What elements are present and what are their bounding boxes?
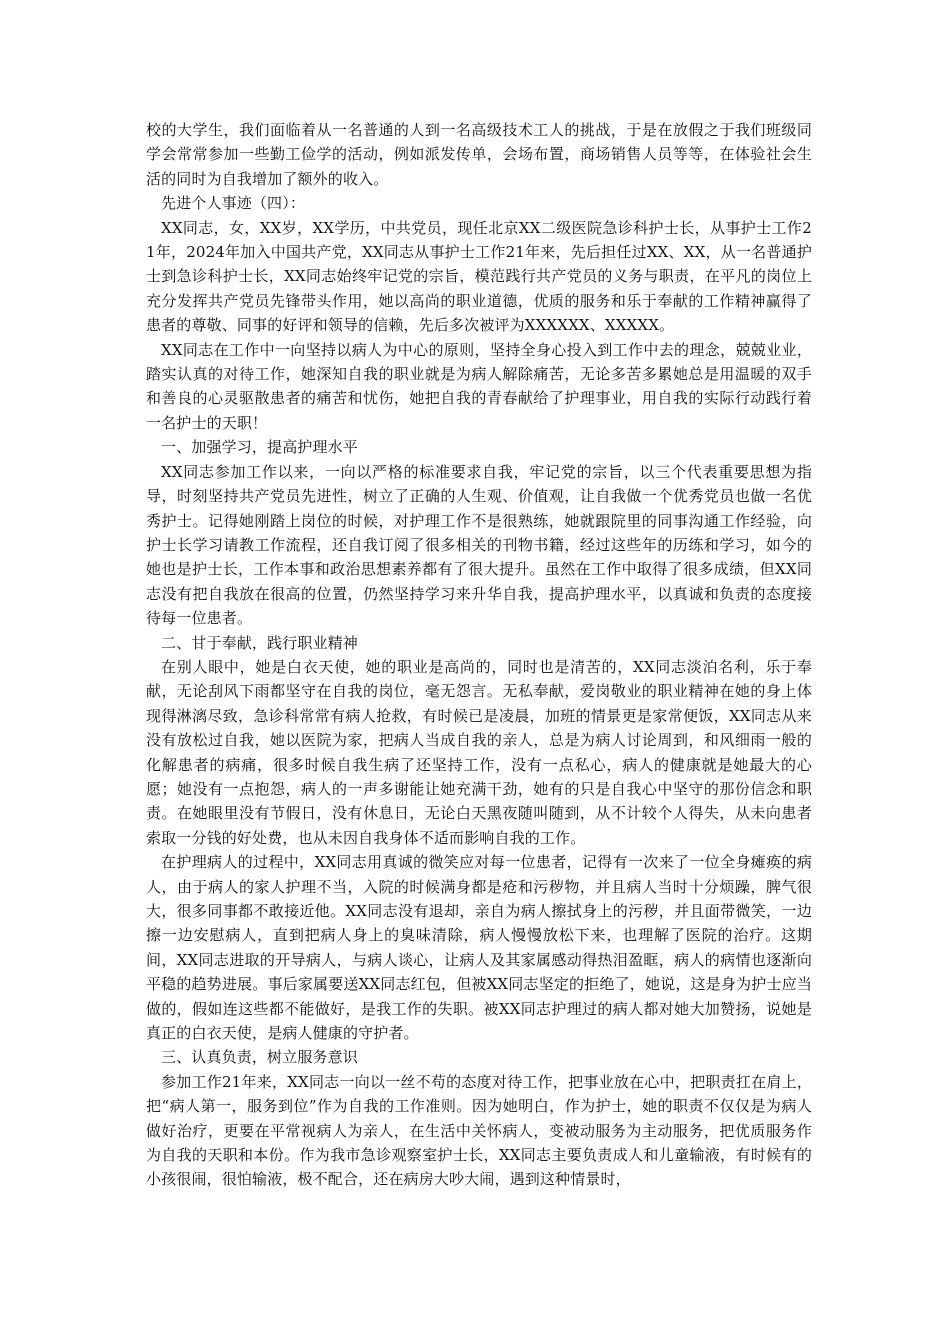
body-paragraph: 在别人眼中，她是白衣天使，她的职业是高尚的，同时也是清苦的，XX同志淡泊名利，乐于奉献，无论刮风下雨都坚守在自我的岗位，毫无怨言。无私奉献，爱岗敬业的职业精神在她的身上体现得淋漓尽致，急诊科常常有病人抢救，有时候已是凌晨，加班的情景更是家常便饭，XX同志从来没有放松过自我，她以医院为家，把病人当成自我的亲人，总是为病人讨论周到，和风细雨一般的化解患者的病痛，很多时候自我生病了还坚持工作，没有一点私心，病人的健康就是她最大的心愿；她没有一点抱怨，病人的一声多谢能让她充满干劲，她有的只是自我心中坚守的那份信念和职责。在她眼里没有节假日，没有休息日，无论白天黑夜随叫随到，从不计较个人得失，从未向患者索取一分钱的好处费，也从未因自我身体不适而影响自我的工作。 <box>146 657 812 847</box>
section-heading: 二、甘于奉献，践行职业精神 <box>161 633 358 652</box>
body-paragraph: 在护理病人的过程中，XX同志用真诚的微笑应对每一位患者，记得有一次来了一位全身瘫痪的病人，由于病人的家人护理不当，入院的时候满身都是疮和污秽物，并且病人当时十分烦躁，脾气很大，很多同事都不敢接近他。XX同志没有退却，亲自为病人擦拭身上的污秽，并且面带微笑，一边擦一边安慰病人，直到把病人身上的臭味清除，病人慢慢放松下来，也理解了医院的治疗。这期间，XX同志进取的开导病人，与病人谈心，让病人及其家属感动得热泪盈眶，病人的病情也逐渐向平稳的趋势进展。事后家属要送XX同志红包，但被XX同志坚定的拒绝了，她说，这是身为护士应当做的，假如连这些都不能做好，是我工作的失职。被XX同志护理过的病人都对她大加赞扬，说她是真正的白衣天使，是病人健康的守护者。 <box>146 853 812 1043</box>
document-page <box>146 118 812 1192</box>
body-paragraph: XX同志参加工作以来，一向以严格的标准要求自我，牢记党的宗旨，以三个代表重要思想为指导，时刻坚持共产党员先进性，树立了正确的人生观、价值观，让自我做一个优秀党员也做一名优秀护士。记得她刚踏上岗位的时候，对护理工作不是很熟练，她就跟院里的同事沟通工作经验，向护士长学习请教工作流程，还自我订阅了很多相关的刊物书籍，经过这些年的历练和学习，如今的她也是护士长，工作本事和政治思想素养都有了很大提升。虽然在工作中取得了很多成绩，但XX同志没有把自我放在很高的位置，仍然坚持学习来升华自我，提高护理水平，以真诚和负责的态度接待每一位患者。 <box>146 462 812 628</box>
section-heading: 三、认真负责，树立服务意识 <box>161 1048 358 1067</box>
body-paragraph: 参加工作21年来，XX同志一向以一丝不苟的态度对待工作，把事业放在心中，把职责扛在肩上，把“病人第一，服务到位”作为自我的工作准则。因为她明白，作为护士，她的职责不仅仅是为病人做好治疗，更要在平常视病人为亲人，在生活中关怀病人，变被动服务为主动服务，把优质服务作为自我的天职和本份。作为我市急诊观察室护士长，XX同志主要负责成人和儿童输液，有时候有的小孩很闹，很怕输液，极不配合，还在病房大吵大闹，遇到这种情景时， <box>146 1072 812 1189</box>
body-paragraph: XX同志在工作中一向坚持以病人为中心的原则，坚持全身心投入到工作中去的理念，兢兢业业，踏实认真的对待工作，她深知自我的职业就是为病人解除痛苦，无论多苦多累她总是用温暖的双手和善良的心灵驱散患者的痛苦和忧伤，她把自我的青春献给了护理事业，用自我的实际行动践行着一名护士的天职！ <box>146 340 812 432</box>
body-paragraph: XX同志，女，XX岁，XX学历，中共党员，现任北京XX二级医院急诊科护士长，从事护士工作21年，2024年加入中国共产党，XX同志从事护士工作21年来，先后担任过XX、XX，从一名普通护士到急诊科护士长，XX同志始终牢记党的宗旨，模范践行共产党员的义务与职责，在平凡的岗位上充分发挥共产党员先锋带头作用，她以高尚的职业道德，优质的服务和乐于奉献的工作精神赢得了患者的尊敬、同事的好评和领导的信赖，先后多次被评为XXXXXX、XXXXX。 <box>146 218 812 335</box>
section-heading: 一、加强学习，提高护理水平 <box>161 438 358 457</box>
body-paragraph: 校的大学生，我们面临着从一名普通的人到一名高级技术工人的挑战，于是在放假之于我们班级同学会常常参加一些勤工俭学的活动，例如派发传单，会场布置，商场销售人员等等，在体验社会生活的同时为自我增加了额外的收入。 <box>146 121 812 188</box>
section-heading: 先进个人事迹（四）： <box>161 194 306 213</box>
